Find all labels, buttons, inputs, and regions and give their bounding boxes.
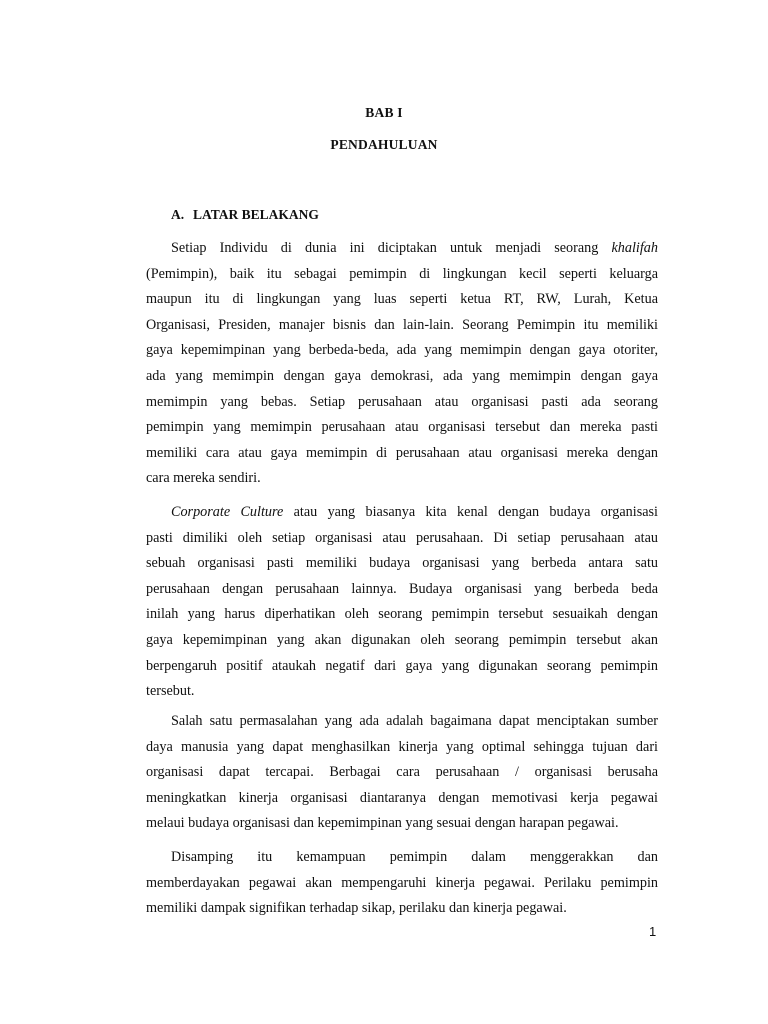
paragraph-line [146,441,658,467]
paragraph-line [146,364,658,390]
text-run: tersebut. [146,683,195,700]
paragraph-line [146,262,658,288]
paragraph-line [146,786,658,812]
text-run: Salah satu permasalahan yang ada adalah bagaimana dapat menciptakan sumber [171,713,658,729]
paragraph-line [146,577,658,603]
text-run: sebuah organisasi pasti memiliki budaya organisasi yang berbeda antara satu [146,555,658,572]
paragraph-line [146,287,658,313]
paragraph [146,709,658,837]
paragraph-line [146,896,658,922]
text-run: inilah yang harus diperhatikan oleh seorang pemimpin tersebut sesuaikah dengan [146,606,658,623]
text-run: pasti dimiliki oleh setiap organisasi atau perusahaan. Di setiap perusahaan atau [146,529,658,546]
paragraph-line [146,760,658,786]
text-run: (Pemimpin), baik itu sebagai pemimpin di lingkungan kecil seperti keluarga [146,265,658,282]
text-run: daya manusia yang dapat menghasilkan kinerja yang optimal sehingga tujuan dari [146,738,658,755]
paragraph-line [146,526,658,552]
text-run: gaya kepemimpinan yang akan digunakan oleh seorang pemimpin tersebut akan [146,631,658,648]
text-run: melaui budaya organisasi dan kepemimpinan yang sesuai dengan harapan pegawai. [146,815,619,832]
text-run: gaya kepemimpinan yang berbeda-beda, ada yang memimpin dengan gaya otoriter, [146,342,658,359]
text-run: Organisasi, Presiden, manajer bisnis dan lain-lain. Seorang Pemimpin itu memiliki [146,316,658,333]
text-run: memberdayakan pegawai akan mempengaruhi kinerja pegawai. Perilaku pemimpin [146,874,658,891]
paragraph [146,845,658,922]
section-title: LATAR BELAKANG [193,207,319,222]
paragraph-line [146,602,658,628]
paragraph-line [146,811,658,837]
paragraph-line [146,500,658,526]
text-run: memiliki cara atau gaya memimpin di perusahaan atau organisasi mereka dengan [146,444,658,461]
paragraph-line [146,871,658,897]
page-number: 1 [649,924,657,939]
paragraph-line [146,236,658,262]
italic-text: Corporate Culture [171,504,284,520]
paragraph [146,500,658,705]
paragraph-line [146,313,658,339]
text-run: berpengaruh positif ataukah negatif dari gaya yang digunakan seorang pemimpin [146,657,658,674]
text-run: ada yang memimpin dengan gaya demokrasi, ada yang memimpin dengan gaya [146,367,658,384]
text-run: Disamping itu kemampuan pemimpin dalam menggerakkan dan [171,849,658,865]
italic-text: khalifah [611,240,658,256]
text-run: atau yang biasanya kita kenal dengan budaya organisasi [283,504,658,520]
section-heading [171,207,319,223]
paragraph-line [146,735,658,761]
chapter-title: PENDAHULUAN [330,137,438,152]
text-run: cara mereka sendiri. [146,470,261,487]
chapter-heading: BAB I [365,105,403,120]
text-run: perusahaan dengan perusahaan lainnya. Budaya organisasi yang berbeda beda [146,580,658,597]
paragraph-line [146,709,658,735]
paragraph-line [146,628,658,654]
paragraph-line [146,415,658,441]
text-run: memiliki dampak signifikan terhadap sikap, perilaku dan kinerja pegawai. [146,900,567,917]
paragraph-line [146,466,658,492]
text-run: memimpin yang bebas. Setiap perusahaan atau organisasi pasti ada seorang [146,393,658,410]
paragraph [146,236,658,492]
text-run: pemimpin yang memimpin perusahaan atau organisasi tersebut dan mereka pasti [146,419,658,436]
text-run: Setiap Individu di dunia ini diciptakan untuk menjadi seorang [171,240,612,256]
paragraph-line [146,654,658,680]
paragraph-line [146,338,658,364]
paragraph-line [146,551,658,577]
paragraph-line [146,390,658,416]
text-run: maupun itu di lingkungan yang luas seperti ketua RT, RW, Lurah, Ketua [146,291,658,308]
text-run: meningkatkan kinerja organisasi diantaranya dengan memotivasi kerja pegawai [146,789,658,806]
paragraph-line [146,679,658,705]
paragraph-line [146,845,658,871]
text-run: organisasi dapat tercapai. Berbagai cara perusahaan / organisasi berusaha [146,764,658,781]
section-number: A. [171,207,185,222]
